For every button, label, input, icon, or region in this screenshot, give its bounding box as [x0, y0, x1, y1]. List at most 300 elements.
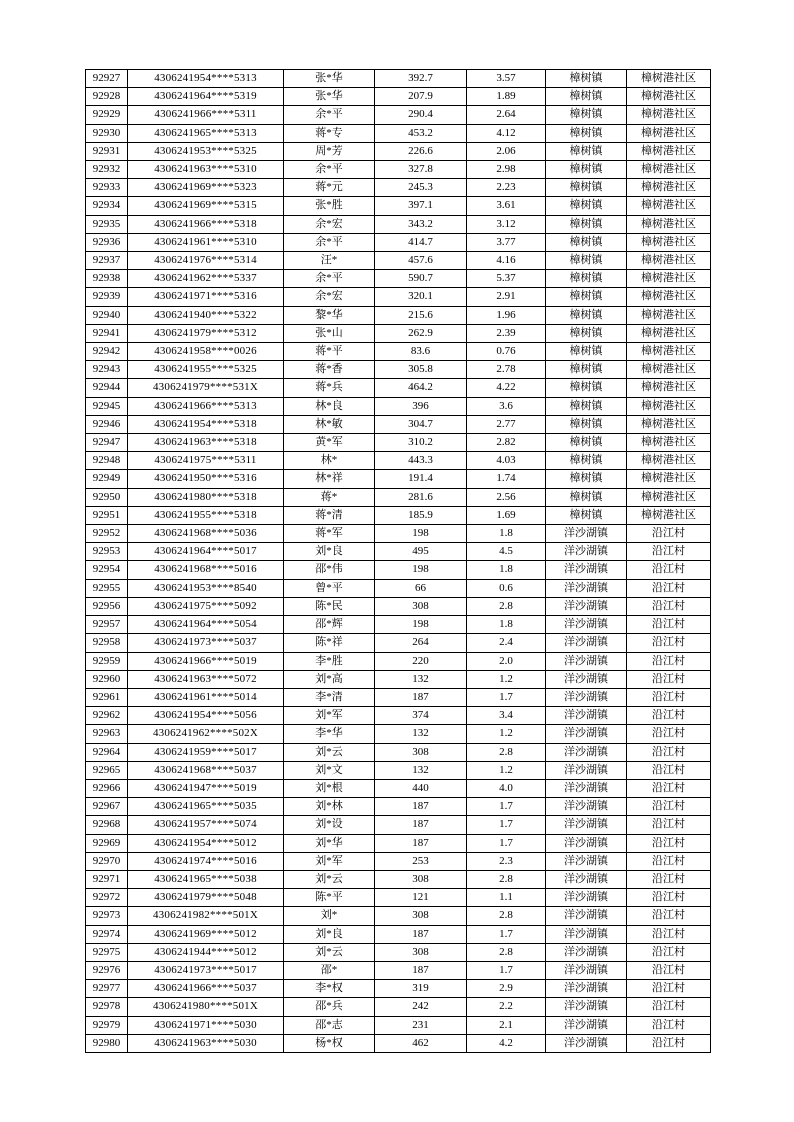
village-cell: 沿江村	[627, 907, 711, 925]
town-cell: 洋沙湖镇	[546, 652, 627, 670]
serial-cell: 92948	[86, 452, 128, 470]
rate-cell: 2.8	[467, 943, 546, 961]
rate-cell: 2.06	[467, 142, 546, 160]
town-cell: 洋沙湖镇	[546, 616, 627, 634]
table-row	[86, 506, 711, 524]
amount-cell: 187	[375, 961, 467, 979]
table-row	[86, 415, 711, 433]
rate-cell: 1.7	[467, 925, 546, 943]
table-row	[86, 361, 711, 379]
serial-cell: 92963	[86, 725, 128, 743]
rate-cell: 2.4	[467, 634, 546, 652]
id-number-cell: 4306241982****501X	[128, 907, 284, 925]
town-cell: 洋沙湖镇	[546, 725, 627, 743]
name-cell: 蒋*元	[284, 179, 375, 197]
town-cell: 樟树镇	[546, 506, 627, 524]
serial-cell: 92966	[86, 779, 128, 797]
id-number-cell: 4306241980****501X	[128, 998, 284, 1016]
village-cell: 沿江村	[627, 670, 711, 688]
table-row	[86, 233, 711, 251]
amount-cell: 66	[375, 579, 467, 597]
rate-cell: 1.7	[467, 834, 546, 852]
village-cell: 沿江村	[627, 798, 711, 816]
town-cell: 洋沙湖镇	[546, 870, 627, 888]
rate-cell: 2.23	[467, 179, 546, 197]
table-row	[86, 779, 711, 797]
name-cell: 刘*军	[284, 707, 375, 725]
serial-cell: 92933	[86, 179, 128, 197]
id-number-cell: 4306241954****5056	[128, 707, 284, 725]
amount-cell: 226.6	[375, 142, 467, 160]
rate-cell: 2.8	[467, 870, 546, 888]
town-cell: 洋沙湖镇	[546, 707, 627, 725]
table-row	[86, 998, 711, 1016]
rate-cell: 1.2	[467, 761, 546, 779]
serial-cell: 92955	[86, 579, 128, 597]
amount-cell: 245.3	[375, 179, 467, 197]
id-number-cell: 4306241971****5316	[128, 288, 284, 306]
id-number-cell: 4306241966****5318	[128, 215, 284, 233]
name-cell: 余*宏	[284, 215, 375, 233]
village-cell: 沿江村	[627, 688, 711, 706]
name-cell: 张*山	[284, 324, 375, 342]
name-cell: 林*敏	[284, 415, 375, 433]
amount-cell: 305.8	[375, 361, 467, 379]
name-cell: 陈*平	[284, 889, 375, 907]
table-row	[86, 88, 711, 106]
table-row	[86, 725, 711, 743]
amount-cell: 290.4	[375, 106, 467, 124]
id-number-cell: 4306241969****5323	[128, 179, 284, 197]
id-number-cell: 4306241975****5092	[128, 597, 284, 615]
name-cell: 杨*权	[284, 1034, 375, 1052]
village-cell: 沿江村	[627, 725, 711, 743]
serial-cell: 92940	[86, 306, 128, 324]
town-cell: 洋沙湖镇	[546, 597, 627, 615]
table-row	[86, 379, 711, 397]
name-cell: 余*平	[284, 233, 375, 251]
name-cell: 李*清	[284, 688, 375, 706]
id-number-cell: 4306241966****5311	[128, 106, 284, 124]
id-number-cell: 4306241954****5012	[128, 834, 284, 852]
table-row	[86, 925, 711, 943]
village-cell: 樟树港社区	[627, 288, 711, 306]
table-row	[86, 561, 711, 579]
town-cell: 洋沙湖镇	[546, 543, 627, 561]
serial-cell: 92960	[86, 670, 128, 688]
town-cell: 樟树镇	[546, 142, 627, 160]
table-row	[86, 1034, 711, 1052]
town-cell: 樟树镇	[546, 397, 627, 415]
serial-cell: 92974	[86, 925, 128, 943]
id-number-cell: 4306241979****5312	[128, 324, 284, 342]
village-cell: 沿江村	[627, 1034, 711, 1052]
table-row	[86, 306, 711, 324]
id-number-cell: 4306241950****5316	[128, 470, 284, 488]
amount-cell: 443.3	[375, 452, 467, 470]
name-cell: 刘*文	[284, 761, 375, 779]
amount-cell: 220	[375, 652, 467, 670]
name-cell: 林*	[284, 452, 375, 470]
rate-cell: 1.7	[467, 816, 546, 834]
rate-cell: 1.7	[467, 798, 546, 816]
rate-cell: 1.7	[467, 688, 546, 706]
serial-cell: 92980	[86, 1034, 128, 1052]
amount-cell: 453.2	[375, 124, 467, 142]
id-number-cell: 4306241962****5337	[128, 270, 284, 288]
village-cell: 樟树港社区	[627, 306, 711, 324]
rate-cell: 2.91	[467, 288, 546, 306]
id-number-cell: 4306241963****5318	[128, 434, 284, 452]
town-cell: 洋沙湖镇	[546, 634, 627, 652]
table-row	[86, 470, 711, 488]
serial-cell: 92929	[86, 106, 128, 124]
amount-cell: 495	[375, 543, 467, 561]
town-cell: 洋沙湖镇	[546, 798, 627, 816]
rate-cell: 4.03	[467, 452, 546, 470]
amount-cell: 308	[375, 943, 467, 961]
rate-cell: 2.3	[467, 852, 546, 870]
name-cell: 李*权	[284, 980, 375, 998]
name-cell: 刘*高	[284, 670, 375, 688]
village-cell: 樟树港社区	[627, 142, 711, 160]
serial-cell: 92941	[86, 324, 128, 342]
rate-cell: 0.76	[467, 343, 546, 361]
table-row	[86, 652, 711, 670]
serial-cell: 92932	[86, 161, 128, 179]
table-row	[86, 597, 711, 615]
table-row	[86, 634, 711, 652]
village-cell: 沿江村	[627, 579, 711, 597]
name-cell: 刘*根	[284, 779, 375, 797]
name-cell: 蒋*香	[284, 361, 375, 379]
amount-cell: 304.7	[375, 415, 467, 433]
town-cell: 樟树镇	[546, 70, 627, 88]
table-row	[86, 816, 711, 834]
town-cell: 洋沙湖镇	[546, 889, 627, 907]
town-cell: 洋沙湖镇	[546, 907, 627, 925]
table-row	[86, 961, 711, 979]
id-number-cell: 4306241966****5019	[128, 652, 284, 670]
amount-cell: 310.2	[375, 434, 467, 452]
id-number-cell: 4306241958****0026	[128, 343, 284, 361]
amount-cell: 187	[375, 816, 467, 834]
amount-cell: 320.1	[375, 288, 467, 306]
serial-cell: 92952	[86, 525, 128, 543]
town-cell: 洋沙湖镇	[546, 961, 627, 979]
rate-cell: 2.0	[467, 652, 546, 670]
rate-cell: 4.2	[467, 1034, 546, 1052]
town-cell: 洋沙湖镇	[546, 925, 627, 943]
serial-cell: 92928	[86, 88, 128, 106]
name-cell: 黎*华	[284, 306, 375, 324]
table-row	[86, 343, 711, 361]
rate-cell: 4.0	[467, 779, 546, 797]
village-cell: 沿江村	[627, 980, 711, 998]
rate-cell: 3.61	[467, 197, 546, 215]
rate-cell: 2.2	[467, 998, 546, 1016]
village-cell: 沿江村	[627, 943, 711, 961]
amount-cell: 185.9	[375, 506, 467, 524]
amount-cell: 374	[375, 707, 467, 725]
amount-cell: 83.6	[375, 343, 467, 361]
village-cell: 沿江村	[627, 961, 711, 979]
serial-cell: 92930	[86, 124, 128, 142]
town-cell: 洋沙湖镇	[546, 943, 627, 961]
village-cell: 樟树港社区	[627, 324, 711, 342]
town-cell: 樟树镇	[546, 88, 627, 106]
amount-cell: 392.7	[375, 70, 467, 88]
rate-cell: 2.39	[467, 324, 546, 342]
name-cell: 余*平	[284, 161, 375, 179]
table-row	[86, 215, 711, 233]
id-number-cell: 4306241973****5017	[128, 961, 284, 979]
table-row	[86, 525, 711, 543]
village-cell: 沿江村	[627, 834, 711, 852]
table-row	[86, 798, 711, 816]
amount-cell: 264	[375, 634, 467, 652]
serial-cell: 92978	[86, 998, 128, 1016]
table-row	[86, 670, 711, 688]
village-cell: 沿江村	[627, 852, 711, 870]
id-number-cell: 4306241944****5012	[128, 943, 284, 961]
rate-cell: 1.74	[467, 470, 546, 488]
table-row	[86, 452, 711, 470]
amount-cell: 462	[375, 1034, 467, 1052]
town-cell: 樟树镇	[546, 306, 627, 324]
village-cell: 沿江村	[627, 743, 711, 761]
town-cell: 樟树镇	[546, 215, 627, 233]
name-cell: 刘*云	[284, 870, 375, 888]
table-row	[86, 761, 711, 779]
amount-cell: 187	[375, 925, 467, 943]
village-cell: 樟树港社区	[627, 106, 711, 124]
village-cell: 沿江村	[627, 707, 711, 725]
name-cell: 蒋*	[284, 488, 375, 506]
id-number-cell: 4306241962****502X	[128, 725, 284, 743]
name-cell: 蒋*军	[284, 525, 375, 543]
table-row	[86, 324, 711, 342]
rate-cell: 2.56	[467, 488, 546, 506]
name-cell: 李*华	[284, 725, 375, 743]
amount-cell: 207.9	[375, 88, 467, 106]
town-cell: 樟树镇	[546, 288, 627, 306]
amount-cell: 319	[375, 980, 467, 998]
serial-cell: 92944	[86, 379, 128, 397]
town-cell: 洋沙湖镇	[546, 1034, 627, 1052]
name-cell: 周*芳	[284, 142, 375, 160]
town-cell: 洋沙湖镇	[546, 525, 627, 543]
name-cell: 邵*	[284, 961, 375, 979]
amount-cell: 308	[375, 870, 467, 888]
village-cell: 樟树港社区	[627, 361, 711, 379]
rate-cell: 1.8	[467, 561, 546, 579]
rate-cell: 0.6	[467, 579, 546, 597]
amount-cell: 132	[375, 725, 467, 743]
table-row	[86, 707, 711, 725]
table-row	[86, 616, 711, 634]
name-cell: 蒋*平	[284, 343, 375, 361]
town-cell: 樟树镇	[546, 324, 627, 342]
id-number-cell: 4306241965****5035	[128, 798, 284, 816]
serial-cell: 92969	[86, 834, 128, 852]
rate-cell: 1.96	[467, 306, 546, 324]
table-row	[86, 943, 711, 961]
village-cell: 樟树港社区	[627, 343, 711, 361]
table-row	[86, 488, 711, 506]
id-number-cell: 4306241963****5030	[128, 1034, 284, 1052]
town-cell: 洋沙湖镇	[546, 579, 627, 597]
village-cell: 樟树港社区	[627, 488, 711, 506]
village-cell: 樟树港社区	[627, 379, 711, 397]
rate-cell: 2.78	[467, 361, 546, 379]
serial-cell: 92968	[86, 816, 128, 834]
serial-cell: 92956	[86, 597, 128, 615]
rate-cell: 3.57	[467, 70, 546, 88]
village-cell: 沿江村	[627, 889, 711, 907]
table-row	[86, 852, 711, 870]
table-row	[86, 142, 711, 160]
table-row	[86, 743, 711, 761]
name-cell: 刘*云	[284, 943, 375, 961]
amount-cell: 132	[375, 761, 467, 779]
town-cell: 樟树镇	[546, 343, 627, 361]
rate-cell: 1.8	[467, 616, 546, 634]
id-number-cell: 4306241969****5315	[128, 197, 284, 215]
amount-cell: 281.6	[375, 488, 467, 506]
table-row	[86, 161, 711, 179]
serial-cell: 92945	[86, 397, 128, 415]
id-number-cell: 4306241965****5313	[128, 124, 284, 142]
rate-cell: 1.69	[467, 506, 546, 524]
village-cell: 沿江村	[627, 634, 711, 652]
name-cell: 蒋*专	[284, 124, 375, 142]
amount-cell: 590.7	[375, 270, 467, 288]
id-number-cell: 4306241980****5318	[128, 488, 284, 506]
town-cell: 洋沙湖镇	[546, 980, 627, 998]
village-cell: 沿江村	[627, 779, 711, 797]
serial-cell: 92946	[86, 415, 128, 433]
serial-cell: 92949	[86, 470, 128, 488]
rate-cell: 4.22	[467, 379, 546, 397]
rate-cell: 3.12	[467, 215, 546, 233]
serial-cell: 92977	[86, 980, 128, 998]
amount-cell: 343.2	[375, 215, 467, 233]
id-number-cell: 4306241965****5038	[128, 870, 284, 888]
town-cell: 樟树镇	[546, 124, 627, 142]
village-cell: 沿江村	[627, 543, 711, 561]
name-cell: 曾*平	[284, 579, 375, 597]
amount-cell: 198	[375, 525, 467, 543]
id-number-cell: 4306241940****5322	[128, 306, 284, 324]
name-cell: 林*祥	[284, 470, 375, 488]
amount-cell: 262.9	[375, 324, 467, 342]
village-cell: 樟树港社区	[627, 434, 711, 452]
amount-cell: 457.6	[375, 252, 467, 270]
town-cell: 樟树镇	[546, 252, 627, 270]
id-number-cell: 4306241964****5319	[128, 88, 284, 106]
table-row	[86, 889, 711, 907]
serial-cell: 92973	[86, 907, 128, 925]
town-cell: 樟树镇	[546, 179, 627, 197]
serial-cell: 92947	[86, 434, 128, 452]
village-cell: 樟树港社区	[627, 452, 711, 470]
table-row	[86, 288, 711, 306]
name-cell: 李*胜	[284, 652, 375, 670]
rate-cell: 2.98	[467, 161, 546, 179]
name-cell: 刘*华	[284, 834, 375, 852]
amount-cell: 253	[375, 852, 467, 870]
name-cell: 刘*良	[284, 543, 375, 561]
name-cell: 余*宏	[284, 288, 375, 306]
serial-cell: 92953	[86, 543, 128, 561]
name-cell: 邵*志	[284, 1016, 375, 1034]
serial-cell: 92937	[86, 252, 128, 270]
rate-cell: 3.4	[467, 707, 546, 725]
table-row	[86, 252, 711, 270]
id-number-cell: 4306241954****5318	[128, 415, 284, 433]
name-cell: 林*良	[284, 397, 375, 415]
amount-cell: 327.8	[375, 161, 467, 179]
table-row	[86, 397, 711, 415]
name-cell: 刘*设	[284, 816, 375, 834]
village-cell: 沿江村	[627, 616, 711, 634]
village-cell: 樟树港社区	[627, 415, 711, 433]
id-number-cell: 4306241954****5313	[128, 70, 284, 88]
town-cell: 樟树镇	[546, 161, 627, 179]
serial-cell: 92939	[86, 288, 128, 306]
id-number-cell: 4306241979****5048	[128, 889, 284, 907]
rate-cell: 2.8	[467, 743, 546, 761]
village-cell: 沿江村	[627, 998, 711, 1016]
table-row	[86, 907, 711, 925]
village-cell: 沿江村	[627, 816, 711, 834]
serial-cell: 92972	[86, 889, 128, 907]
serial-cell: 92965	[86, 761, 128, 779]
name-cell: 邵*辉	[284, 616, 375, 634]
amount-cell: 308	[375, 597, 467, 615]
records-table-body	[86, 70, 711, 1053]
amount-cell: 187	[375, 688, 467, 706]
table-row	[86, 688, 711, 706]
amount-cell: 187	[375, 798, 467, 816]
table-row	[86, 124, 711, 142]
amount-cell: 308	[375, 743, 467, 761]
serial-cell: 92967	[86, 798, 128, 816]
rate-cell: 2.1	[467, 1016, 546, 1034]
village-cell: 樟树港社区	[627, 88, 711, 106]
table-row	[86, 179, 711, 197]
village-cell: 樟树港社区	[627, 397, 711, 415]
rate-cell: 1.89	[467, 88, 546, 106]
table-row	[86, 870, 711, 888]
serial-cell: 92936	[86, 233, 128, 251]
id-number-cell: 4306241961****5310	[128, 233, 284, 251]
village-cell: 樟树港社区	[627, 179, 711, 197]
town-cell: 洋沙湖镇	[546, 743, 627, 761]
name-cell: 余*平	[284, 106, 375, 124]
serial-cell: 92959	[86, 652, 128, 670]
village-cell: 沿江村	[627, 761, 711, 779]
id-number-cell: 4306241953****5325	[128, 142, 284, 160]
serial-cell: 92957	[86, 616, 128, 634]
name-cell: 蒋*兵	[284, 379, 375, 397]
id-number-cell: 4306241959****5017	[128, 743, 284, 761]
rate-cell: 2.8	[467, 907, 546, 925]
town-cell: 樟树镇	[546, 197, 627, 215]
name-cell: 陈*民	[284, 597, 375, 615]
village-cell: 樟树港社区	[627, 197, 711, 215]
